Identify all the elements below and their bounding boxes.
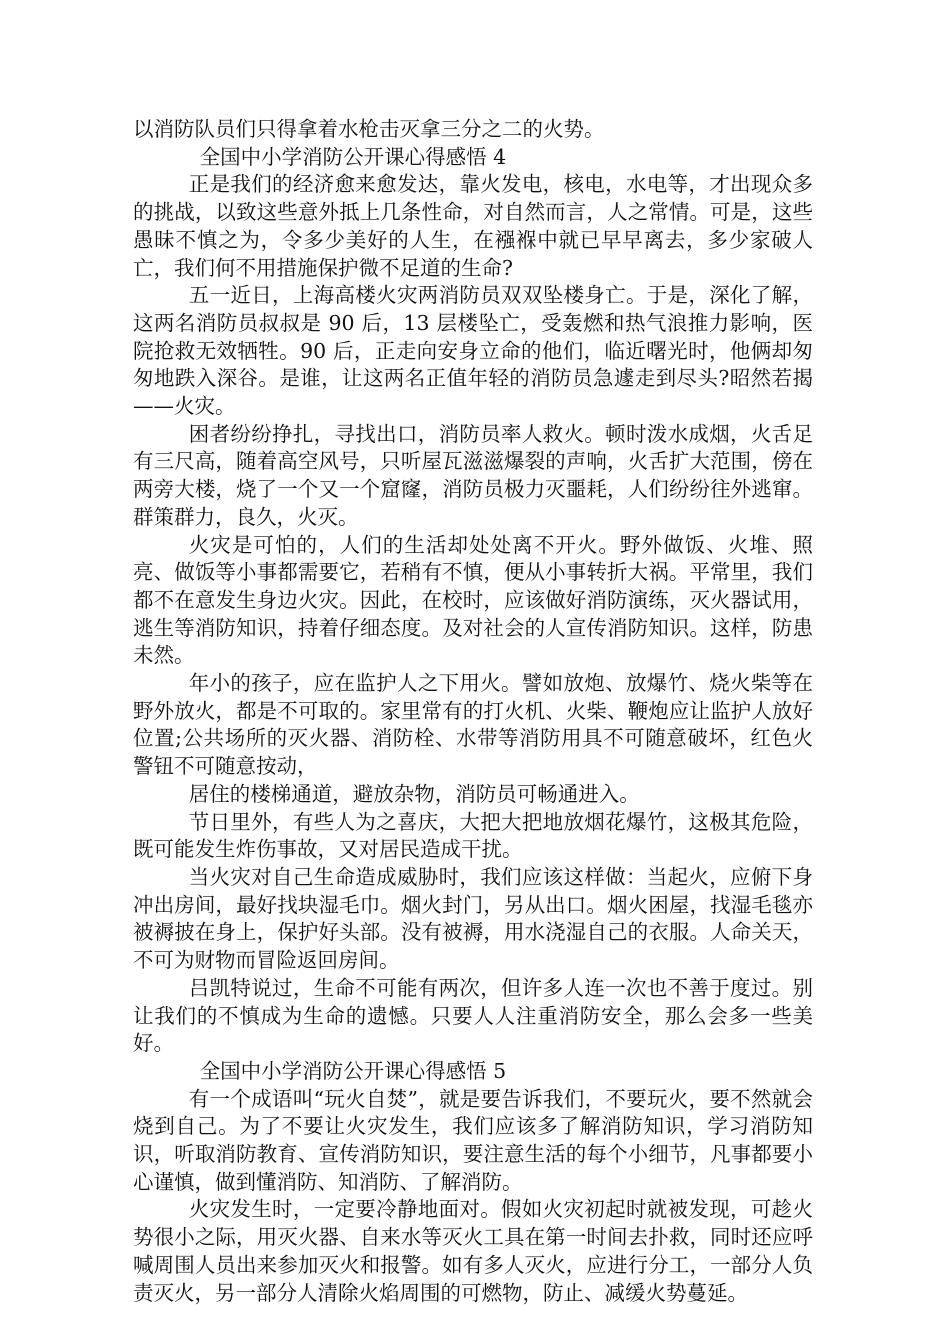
- paragraph-continuation: 以消防队员们只得拿着水枪击灭拿三分之二的火势。: [133, 117, 605, 141]
- paragraph: 火灾发生时，一定要冷静地面对。假如火灾初起时就被发现，可趁火势很小之际，用灭火器、自来水等灭火工具在第一时间去扑救，同时还应呼喊周围人员出来参加灭火和报警。如有多人灭火，应进行分工，一部分人负责灭火，另一部分人清除火焰周围的可燃物，防止、减缓火势蔓延。: [133, 1197, 813, 1305]
- paragraph: 五一近日，上海高楼火灾两消防员双双坠楼身亡。于是，深化了解，这两名消防员叔叔是 90 后，13 层楼坠亡，受轰燃和热气浪推力影响，医院抢救无效牺牲。90 后，正走向安身立命的他们，临近曙光时，他俩却匆匆地跌入深谷。是谁，让这两名正值年轻的消防员急遽走到尽头?昭然若揭——火灾。: [133, 283, 813, 419]
- paragraph: 节日里外，有些人为之喜庆，大把大把地放烟花爆竹，这极其危险，既可能发生炸伤事故，又对居民造成干扰。: [133, 809, 813, 862]
- paragraph: 火灾是可怕的，人们的生活却处处离不开火。野外做饭、火堆、照亮、做饭等小事都需要它，若稍有不慎，便从小事转折大祸。平常里，我们都不在意发生身边火灾。因此，在校时，应该做好消防演练，灭火器试用，逃生等消防知识，持着仔细态度。及对社会的人宣传消防知识。这样，防患未然。: [133, 532, 813, 668]
- paragraph: 居住的楼梯通道，避放杂物，消防员可畅通进入。: [188, 781, 640, 806]
- document-body: [133, 116, 813, 1307]
- paragraph: 吕凯特说过，生命不可能有两次，但许多人连一次也不善于度过。别让我们的不慎成为生命的遗憾。只要人人注重消防安全，那么会多一些美好。: [133, 975, 813, 1056]
- paragraph: 年小的孩子，应在监护人之下用火。譬如放炮、放爆竹、烧火柴等在野外放火，都是不可取的。家里常有的打火机、火柴、鞭炮应让监护人放好位置;公共场所的灭火器、消防栓、水带等消防用具不可随意破坏，红色火警钮不可随意按动，: [133, 671, 813, 779]
- paragraph: 困者纷纷挣扎，寻找出口，消防员率人救火。顿时泼水成烟，火舌足有三尺高，随着高空风号，只听屋瓦滋滋爆裂的声响，火舌扩大范围，傍在两旁大楼，烧了一个又一个窟窿，消防员极力灭噩耗，人们纷纷往外逃窜。群策群力，良久，火灭。: [133, 421, 813, 529]
- paragraph: 正是我们的经济愈来愈发达，靠火发电，核电，水电等，才出现众多的挑战，以致这些意外抵上几条性命，对自然而言，人之常情。可是，这些愚昧不慎之为，令多少美好的人生，在襁褓中就已早早离去，多少家破人亡，我们何不用措施保护微不足道的生命?: [133, 172, 813, 280]
- paragraph: 当火灾对自己生命造成威胁时，我们应该这样做：当起火，应俯下身冲出房间，最好找块湿毛巾。烟火封门，另从出口。烟火困屋，找湿毛毯亦被褥披在身上，保护好头部。没有被褥，用水浇湿自己的衣服。人命关天，不可为财物而冒险返回房间。: [133, 864, 813, 973]
- paragraph: 有一个成语叫“玩火自焚”，就是要告诉我们，不要玩火，要不然就会烧到自己。为了不要让火灾发生，我们应该多了解消防知识，学习消防知识，听取消防教育、宣传消防知识，要注意生活的每个小细节，凡事都要小心谨慎，做到懂消防、知消防、了解消防。: [133, 1086, 813, 1194]
- section-heading-4: 全国中小学消防公开课心得感悟 4: [199, 144, 507, 169]
- section-heading-5: 全国中小学消防公开课心得感悟 5: [199, 1058, 507, 1083]
